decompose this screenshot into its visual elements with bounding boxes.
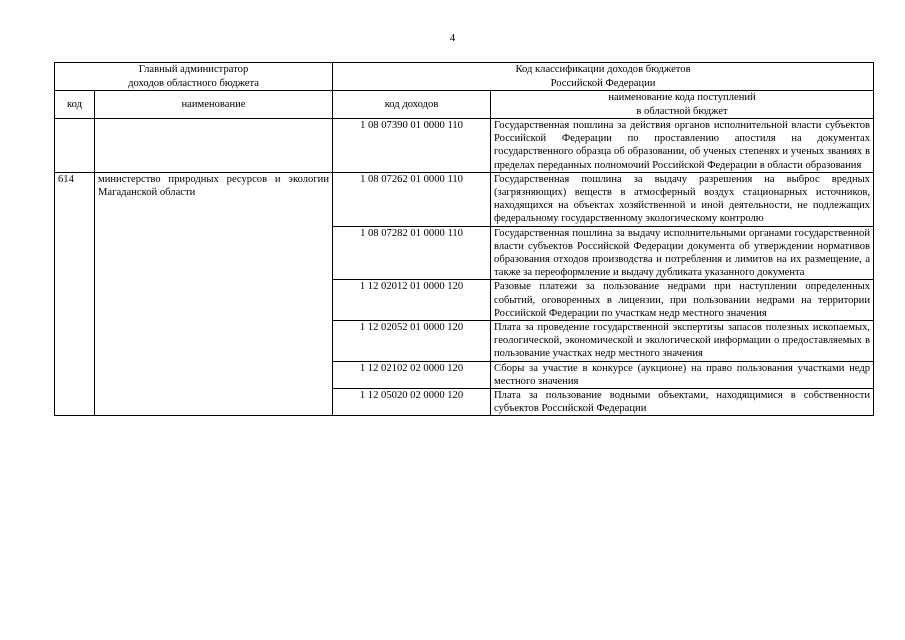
header-chief-administrator-line2: доходов областного бюджета [128, 77, 259, 89]
cell-income-code: 1 12 02012 01 0000 120 [333, 280, 491, 321]
income-classification-table [54, 62, 874, 416]
header-chief-administrator [55, 63, 333, 91]
header-classification-code [333, 63, 874, 91]
cell-income-description: Разовые платежи за пользование недрами при наступлении определенных событий, оговоренных в лицензии, при пользовании недрами на территории Российской Федерации по участкам недр местного значения [491, 280, 874, 321]
header-col-code: код [55, 91, 95, 119]
cell-income-description: Государственная пошлина за выдачу разрешения на выброс вредных (загрязняющих) веществ в атмосферный воздух стационарных источников, находящихся на объектах хозяйственной и иной деятельности, не подлежащих федеральному государственному экологическому контролю [491, 172, 874, 226]
cell-income-description: Плата за пользование водными объектами, находящимися в собственности субъектов Российской Федерации [491, 389, 874, 416]
cell-income-code: 1 12 02052 01 0000 120 [333, 321, 491, 362]
header-col-income-name-line1: наименование кода поступлений [608, 92, 756, 104]
cell-income-code: 1 08 07390 01 0000 110 [333, 119, 491, 173]
cell-income-description: Государственная пошлина за выдачу исполнительными органами государственной власти субъектов Российской Федерации документа об утверждении нормативов образования отходов производства и потребления и лимитов на их размещение, а также за переоформление и выдачу дубликата указанного документа [491, 226, 874, 280]
cell-income-code: 1 12 02102 02 0000 120 [333, 361, 491, 388]
table-row [55, 119, 874, 173]
header-classification-code-line2: Российской Федерации [550, 77, 656, 89]
cell-admin-code: 614 [55, 172, 95, 416]
cell-admin-code-empty [55, 119, 95, 173]
header-col-income-code: код доходов [333, 91, 491, 119]
cell-income-description: Плата за проведение государственной экспертизы запасов полезных ископаемых, геологической, экономической и экологической информации о предоставляемых в пользование участках недр местного значения [491, 321, 874, 362]
cell-income-code: 1 08 07282 01 0000 110 [333, 226, 491, 280]
header-col-income-name-line2: в областной бюджет [636, 105, 728, 117]
cell-income-description: Сборы за участие в конкурсе (аукционе) на право пользования участками недр местного значения [491, 361, 874, 388]
header-classification-code-line1: Код классификации доходов бюджетов [515, 64, 691, 76]
table-header-group-row [55, 63, 874, 91]
page-number: 4 [449, 32, 456, 44]
cell-admin-name-empty [95, 119, 333, 173]
table-row [55, 172, 874, 226]
header-col-income-name [491, 91, 874, 119]
cell-income-description: Государственная пошлина за действия органов исполнительной власти субъектов Российской Федерации по проставлению апостиля на документах государственного образца об образовании, об ученых степенях и ученых званиях в пределах переданных полномочий Российской Федерации в области образования [491, 119, 874, 173]
header-col-name: наименование [95, 91, 333, 119]
cell-income-code: 1 08 07262 01 0000 110 [333, 172, 491, 226]
cell-admin-name: министерство природных ресурсов и экологии Магаданской области [95, 172, 333, 416]
header-chief-administrator-line1: Главный администратор [138, 64, 249, 76]
cell-income-code: 1 12 05020 02 0000 120 [333, 389, 491, 416]
table-header-column-row [55, 91, 874, 119]
